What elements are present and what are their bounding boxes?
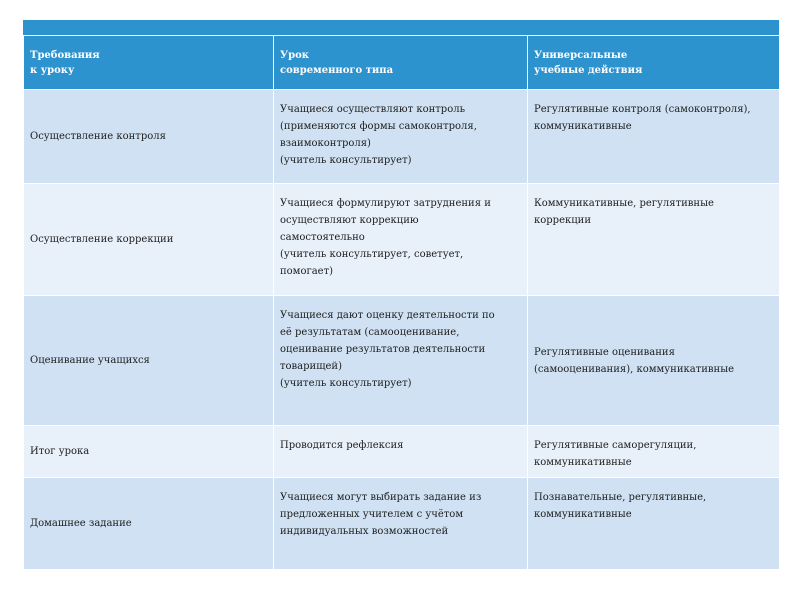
- actions-cell: Регулятивные контроля (самоконтроля), коммуникативные: [528, 90, 780, 184]
- requirement-cell: Осуществление коррекции: [24, 184, 274, 296]
- lesson-cell: Учащиеся осуществляют контроль (применяются формы самоконтроля, взаимоконтроля) (учитель консультирует): [274, 90, 528, 184]
- header-learning-actions: Универсальные учебные действия: [528, 36, 780, 90]
- actions-cell: Коммуникативные, регулятивные коррекции: [528, 184, 780, 296]
- header-requirements: Требования к уроку: [24, 36, 274, 90]
- table-top-bar: [23, 20, 779, 36]
- actions-cell: Регулятивные оценивания (самооценивания), коммуникативные: [528, 296, 780, 426]
- table-row: [24, 184, 780, 296]
- requirement-cell: Осуществление контроля: [24, 90, 274, 184]
- requirement-cell: Итог урока: [24, 426, 274, 478]
- table-row: [24, 90, 780, 184]
- lesson-cell: Проводится рефлексия: [274, 426, 528, 478]
- header-modern-lesson: Урок современного типа: [274, 36, 528, 90]
- requirement-cell: Оценивание учащихся: [24, 296, 274, 426]
- lesson-cell: Учащиеся могут выбирать задание из предложенных учителем с учётом индивидуальных возможностей: [274, 478, 528, 570]
- table-header-row: [24, 36, 780, 90]
- actions-cell: Познавательные, регулятивные, коммуникативные: [528, 478, 780, 570]
- table-row: [24, 296, 780, 426]
- lesson-comparison-table: [23, 35, 780, 570]
- lesson-cell: Учащиеся дают оценку деятельности по её результатам (самооценивание, оценивание результатов деятельности товарищей) (учитель консультирует): [274, 296, 528, 426]
- table-row: [24, 426, 780, 478]
- table-row: [24, 478, 780, 570]
- requirement-cell: Домашнее задание: [24, 478, 274, 570]
- lesson-cell: Учащиеся формулируют затруднения и осуществляют коррекцию самостоятельно (учитель консультирует, советует, помогает): [274, 184, 528, 296]
- actions-cell: Регулятивные саморегуляции, коммуникативные: [528, 426, 780, 478]
